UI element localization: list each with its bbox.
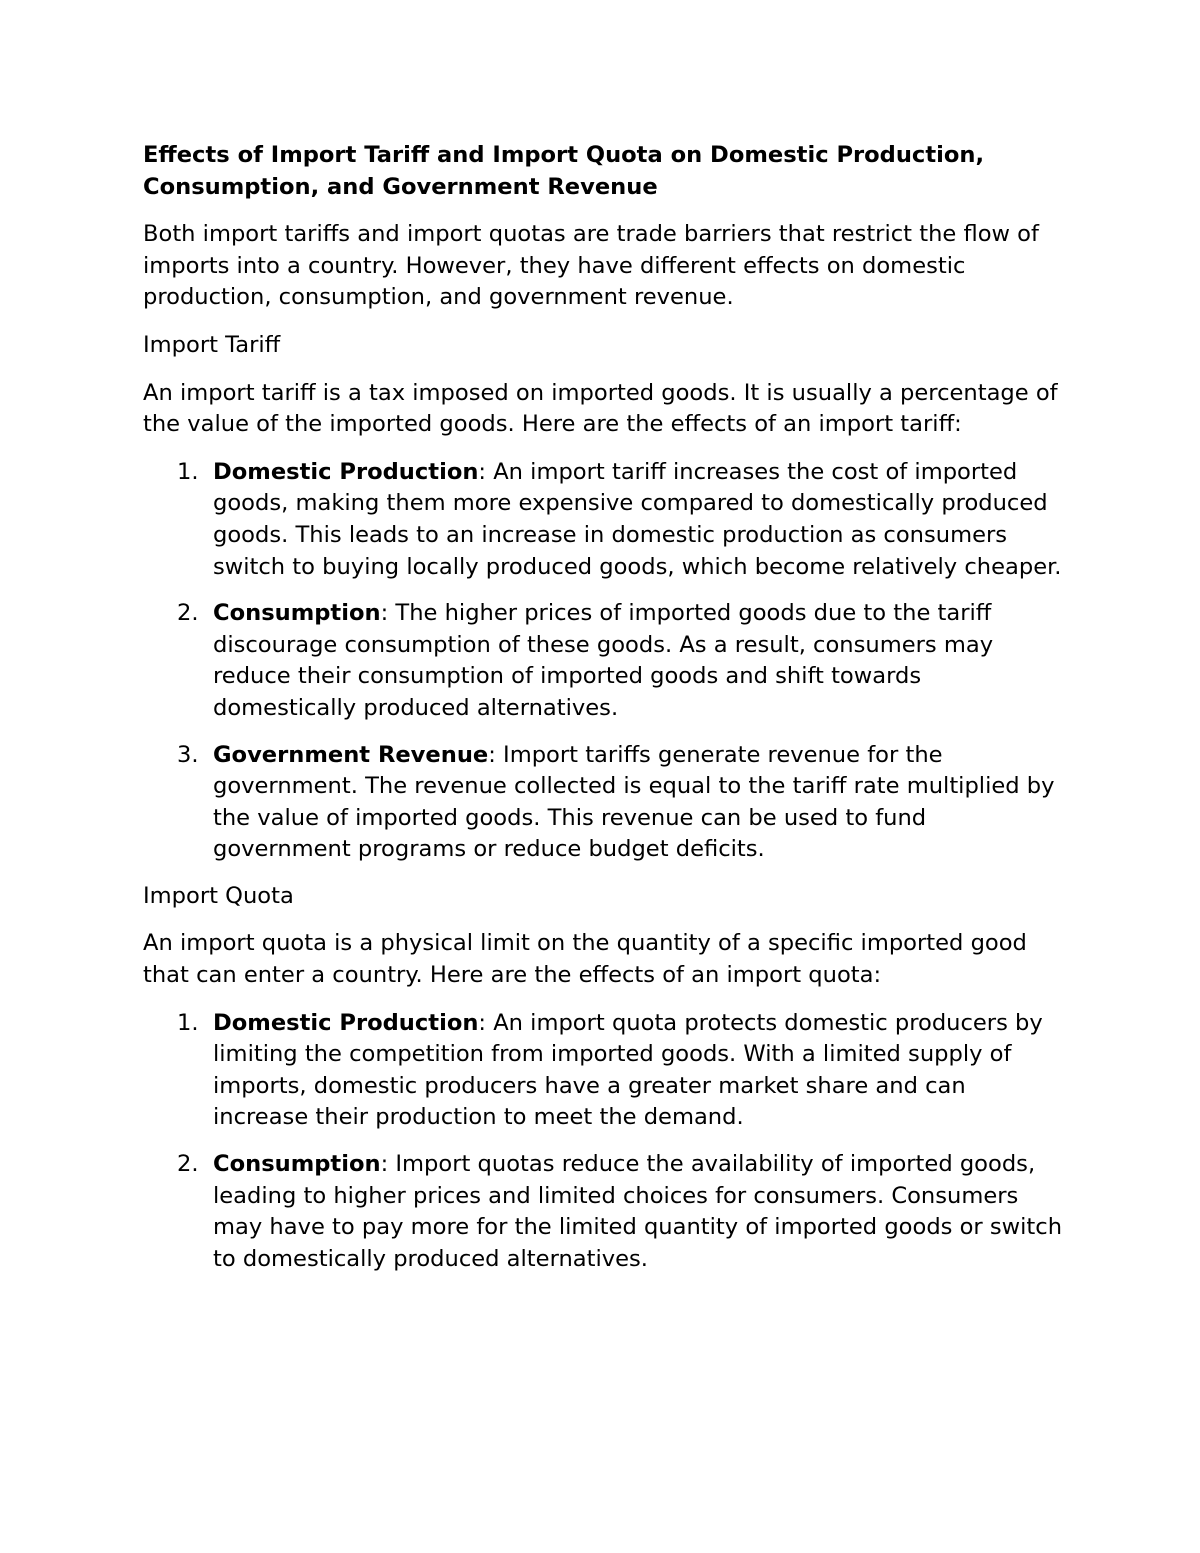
- list-item: [143, 1008, 1063, 1134]
- list-item-text: : An import quota protects domestic producers by limiting the competition from imported goods. With a limited supply of imports, domestic producers have a greater market share and can increase their production to meet the demand.: [213, 1009, 1043, 1131]
- list-number: 1.: [177, 1009, 199, 1036]
- quota-heading: Import Quota: [143, 882, 294, 909]
- tariff-intro-paragraph: An import tariff is a tax imposed on imported goods. It is usually a percentage of the value of the imported goods. Here are the effects of an import tariff:: [143, 379, 1058, 438]
- list-item: [143, 457, 1063, 583]
- list-item: [143, 598, 1063, 724]
- list-number: 2.: [177, 600, 199, 627]
- list-item-text: : Import tariffs generate revenue for the government. The revenue collected is equal to the tariff rate multiplied by the value of imported goods. This revenue can be used to fund government programs or reduce budget deficits.: [213, 741, 1055, 863]
- list-number: 3.: [177, 741, 199, 768]
- quota-intro-paragraph: An import quota is a physical limit on the quantity of a specific imported good that can enter a country. Here are the effects of an import quota:: [143, 930, 1027, 989]
- list-item-text: : The higher prices of imported goods due to the tariff discourage consumption of these goods. As a result, consumers may reduce their consumption of imported goods and shift towards domestically produced alternatives.: [213, 600, 994, 721]
- list-item-term: Domestic Production: [213, 1009, 479, 1036]
- tariff-effects-list: [143, 457, 1063, 866]
- quota-effects-list: [143, 1008, 1063, 1276]
- list-item: [143, 1149, 1063, 1275]
- list-item-term: Government Revenue: [213, 741, 489, 768]
- tariff-heading: Import Tariff: [143, 331, 281, 358]
- list-item-term: Domestic Production: [213, 458, 479, 485]
- intro-paragraph: Both import tariffs and import quotas are trade barriers that restrict the flow of imports into a country. However, they have different effects on domestic production, consumption, and government revenue.: [143, 221, 1039, 311]
- list-item-text: : An import tariff increases the cost of imported goods, making them more expensive compared to domestically produced goods. This leads to an increase in domestic production as consumers switch to buying locally produced goods, which become relatively cheaper.: [213, 458, 1062, 580]
- document-title: Effects of Import Tariff and Import Quota on Domestic Production, Consumption, and Government Revenue: [143, 142, 985, 200]
- list-number: 1.: [177, 458, 199, 485]
- list-item-term: Consumption: [213, 1151, 381, 1178]
- list-number: 2.: [177, 1151, 199, 1178]
- list-item-term: Consumption: [213, 600, 381, 627]
- list-item-text: : Import quotas reduce the availability of imported goods, leading to higher prices and limited choices for consumers. Consumers may have to pay more for the limited quantity of imported goods or switch to domestically produced alternatives.: [213, 1151, 1063, 1272]
- document-page: [143, 140, 1063, 1290]
- list-item: [143, 740, 1063, 866]
